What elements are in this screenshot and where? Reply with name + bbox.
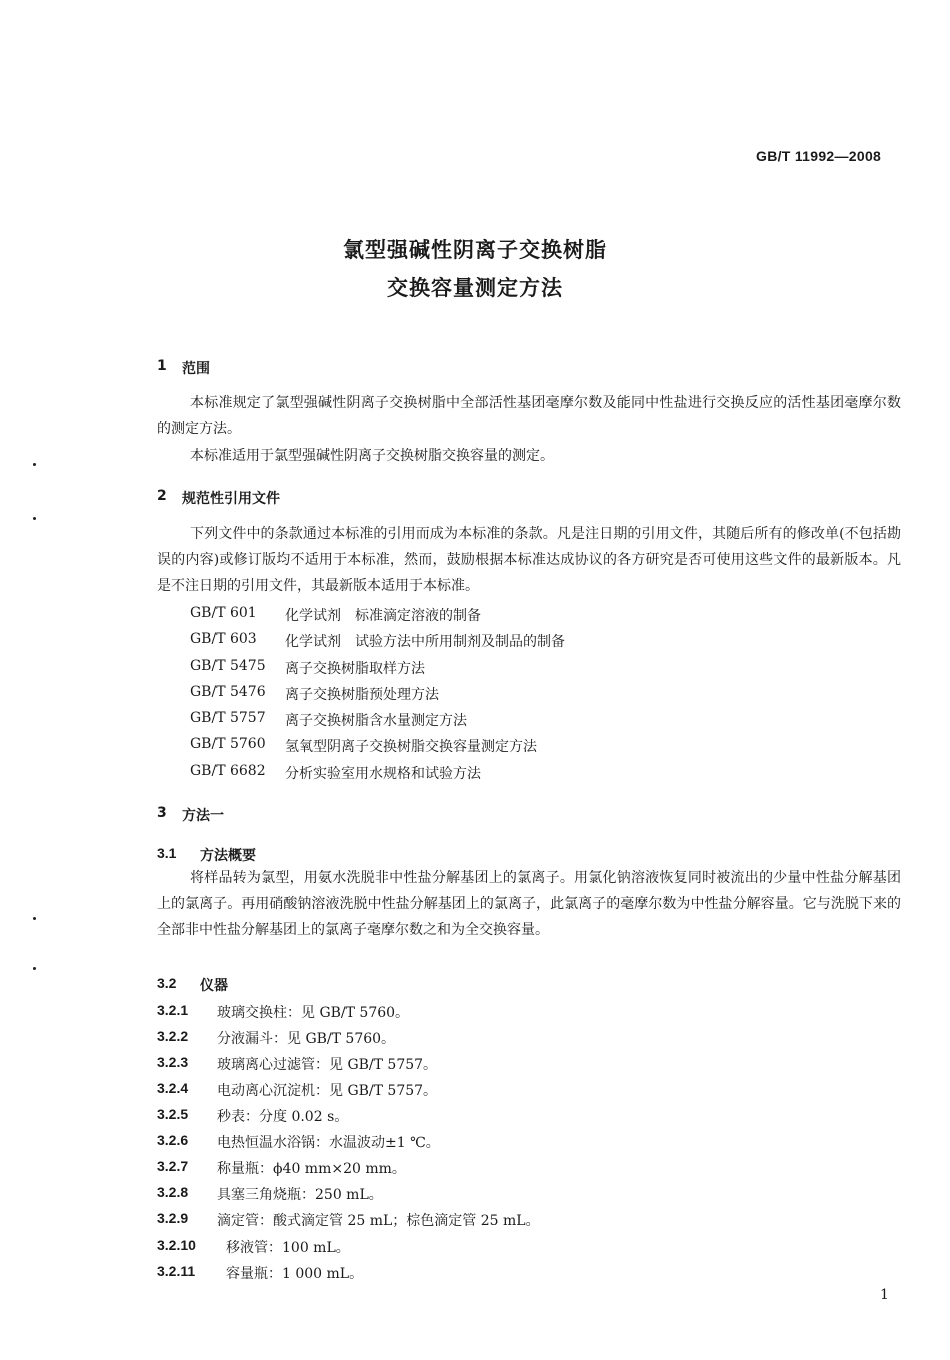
item-text: 电热恒温水浴锅：水温波动±1 ℃。	[217, 1135, 440, 1151]
section-3-1-paragraph: 将样品转为氯型，用氨水洗脱非中性盐分解基团上的氯离子。用氯化钠溶液恢复同时被流出的少量中性盐分解基团上的氯离子。再用硝酸钠溶液洗脱中性盐分解基团上的氯离子，此氯离子的毫摩尔数为中性盐分解容量。它与洗脱下来的全部非中性盐分解基团上的氯离子毫摩尔数之和为全交换容量。	[157, 870, 901, 938]
item-number: 3.2.1	[157, 1002, 189, 1018]
section-3-2-title: 仪器	[200, 978, 228, 994]
item-text: 移液管：100 mL。	[226, 1240, 350, 1256]
item-text: 滴定管：酸式滴定管 25 mL；棕色滴定管 25 mL。	[217, 1213, 540, 1229]
section-1-paragraph-1: 本标准规定了氯型强碱性阴离子交换树脂中全部活性基团毫摩尔数及能同中性盐进行交换反应的活性基团毫摩尔数的测定方法。	[157, 395, 901, 437]
reference-code: GB/T 5476	[190, 684, 266, 700]
item-text: 称量瓶：ϕ40 mm×20 mm。	[217, 1161, 406, 1177]
item-number: 3.2.8	[157, 1184, 189, 1200]
section-3-title: 方法一	[182, 808, 224, 824]
item-number: 3.2.2	[157, 1028, 189, 1044]
document-title-line-2: 交换容量测定方法	[387, 276, 563, 300]
reference-code: GB/T 6682	[190, 763, 266, 779]
item-number: 3.2.7	[157, 1158, 189, 1174]
page-number: 1	[880, 1287, 889, 1303]
reference-name: 化学试剂 试验方法中所用制剂及制品的制备	[285, 634, 565, 650]
reference-name: 离子交换树脂预处理方法	[285, 687, 439, 703]
scan-speck	[33, 967, 36, 970]
section-3-1-title: 方法概要	[200, 848, 256, 864]
scan-speck	[33, 463, 36, 466]
item-text: 玻璃交换柱：见 GB/T 5760。	[217, 1005, 410, 1021]
section-1-number: 1	[157, 358, 167, 374]
scan-speck	[33, 517, 36, 520]
reference-name: 分析实验室用水规格和试验方法	[285, 766, 481, 782]
document-title-line-1: 氯型强碱性阴离子交换树脂	[343, 238, 607, 262]
section-2-title: 规范性引用文件	[182, 491, 280, 507]
scan-speck	[33, 917, 36, 920]
standard-code: GB/T 11992—2008	[756, 148, 882, 164]
item-number: 3.2.11	[157, 1263, 196, 1279]
item-text: 玻璃离心过滤管：见 GB/T 5757。	[217, 1057, 438, 1073]
item-number: 3.2.4	[157, 1080, 189, 1096]
section-3-2-number: 3.2	[157, 975, 177, 991]
reference-code: GB/T 5475	[190, 658, 266, 674]
item-number: 3.2.10	[157, 1237, 196, 1253]
section-2-paragraph-1: 下列文件中的条款通过本标准的引用而成为本标准的条款。凡是注日期的引用文件，其随后所有的修改单(不包括勘误的内容)或修订版均不适用于本标准，然而，鼓励根据本标准达成协议的各方研究是否可使用这些文件的最新版本。凡是不注日期的引用文件，其最新版本适用于本标准。	[157, 526, 901, 594]
item-text: 具塞三角烧瓶：250 mL。	[217, 1187, 383, 1203]
reference-code: GB/T 603	[190, 631, 257, 647]
reference-name: 离子交换树脂含水量测定方法	[285, 713, 467, 729]
section-2-number: 2	[157, 488, 167, 504]
item-number: 3.2.5	[157, 1106, 189, 1122]
item-text: 容量瓶：1 000 mL。	[226, 1266, 364, 1282]
reference-code: GB/T 5760	[190, 736, 266, 752]
reference-name: 化学试剂 标准滴定溶液的制备	[285, 608, 481, 624]
reference-name: 离子交换树脂取样方法	[285, 661, 425, 677]
item-number: 3.2.9	[157, 1210, 189, 1226]
item-number: 3.2.6	[157, 1132, 189, 1148]
reference-code: GB/T 601	[190, 605, 257, 621]
item-text: 秒表：分度 0.02 s。	[217, 1109, 349, 1125]
item-text: 分液漏斗：见 GB/T 5760。	[217, 1031, 396, 1047]
section-3-1-number: 3.1	[157, 845, 177, 861]
section-3-number: 3	[157, 805, 167, 821]
item-text: 电动离心沉淀机：见 GB/T 5757。	[217, 1083, 438, 1099]
section-1-title: 范围	[182, 361, 210, 377]
section-1-paragraph-2: 本标准适用于氯型强碱性阴离子交换树脂交换容量的测定。	[190, 448, 554, 464]
reference-name: 氢氧型阴离子交换树脂交换容量测定方法	[285, 739, 537, 755]
reference-code: GB/T 5757	[190, 710, 266, 726]
item-number: 3.2.3	[157, 1054, 189, 1070]
